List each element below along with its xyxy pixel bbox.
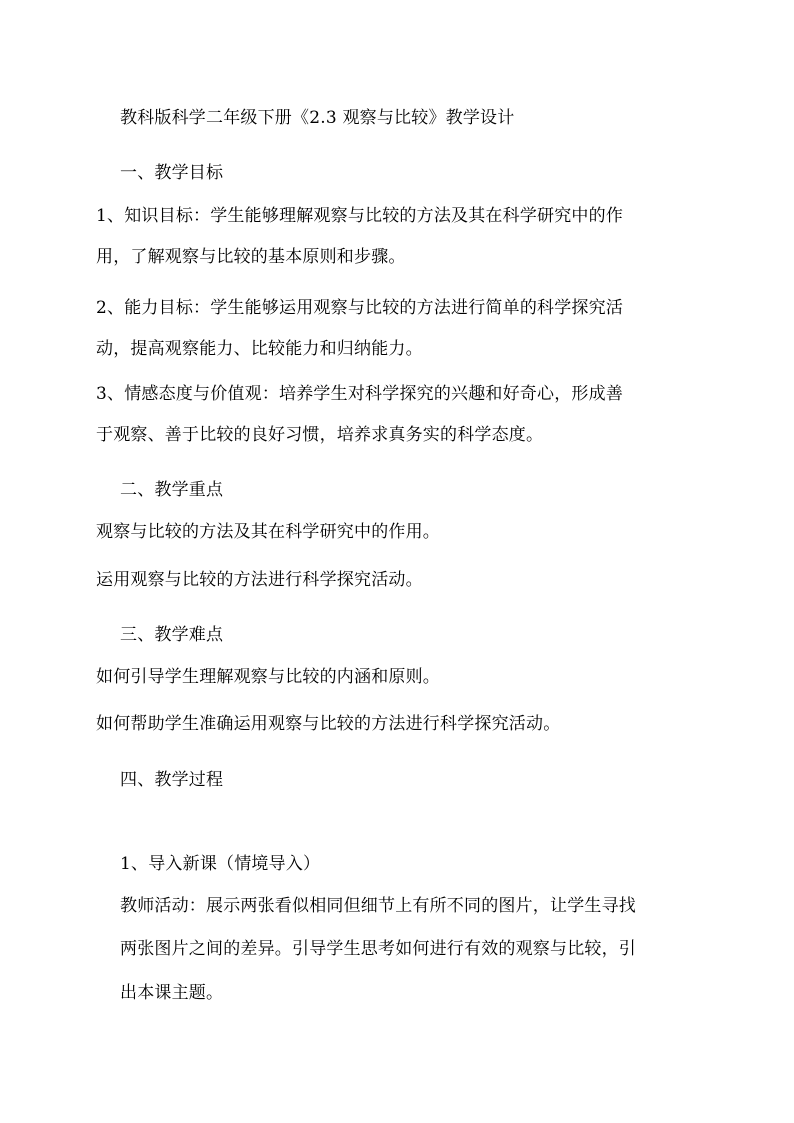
objective-knowledge-line2: 用，了解观察与比较的基本原则和步骤。 — [96, 247, 406, 267]
objective-attitude-line2: 于观察、善于比较的良好习惯，培养求真务实的科学态度。 — [96, 425, 544, 445]
section-heading-process: 四、教学过程 — [120, 770, 224, 790]
key-point-line1: 观察与比较的方法及其在科学研究中的作用。 — [96, 522, 440, 542]
difficulty-line2: 如何帮助学生准确运用观察与比较的方法进行科学探究活动。 — [96, 714, 561, 734]
objective-ability-line2: 动，提高观察能力、比较能力和归纳能力。 — [96, 339, 423, 359]
section-heading-difficulties: 三、教学难点 — [120, 625, 224, 645]
process-step1-heading: 1、导入新课（情境导入） — [120, 854, 321, 874]
process-step1-line1: 教师活动：展示两张看似相同但细节上有所不同的图片，让学生寻找 — [120, 896, 636, 916]
objective-knowledge-line1: 1、知识目标：学生能够理解观察与比较的方法及其在科学研究中的作 — [96, 206, 624, 226]
difficulty-line1: 如何引导学生理解观察与比较的内涵和原则。 — [96, 667, 440, 687]
key-point-line2: 运用观察与比较的方法进行科学探究活动。 — [96, 570, 423, 590]
objective-attitude-line1: 3、情感态度与价值观：培养学生对科学探究的兴趣和好奇心，形成善 — [96, 384, 624, 404]
section-heading-objectives: 一、教学目标 — [120, 163, 224, 183]
objective-ability-line1: 2、能力目标：学生能够运用观察与比较的方法进行简单的科学探究活 — [96, 298, 624, 318]
document-title: 教科版科学二年级下册《2.3 观察与比较》教学设计 — [120, 108, 515, 128]
process-step1-line2: 两张图片之间的差异。引导学生思考如何进行有效的观察与比较，引 — [120, 939, 636, 959]
section-heading-key-points: 二、教学重点 — [120, 480, 224, 500]
process-step1-line3: 出本课主题。 — [120, 983, 224, 1003]
